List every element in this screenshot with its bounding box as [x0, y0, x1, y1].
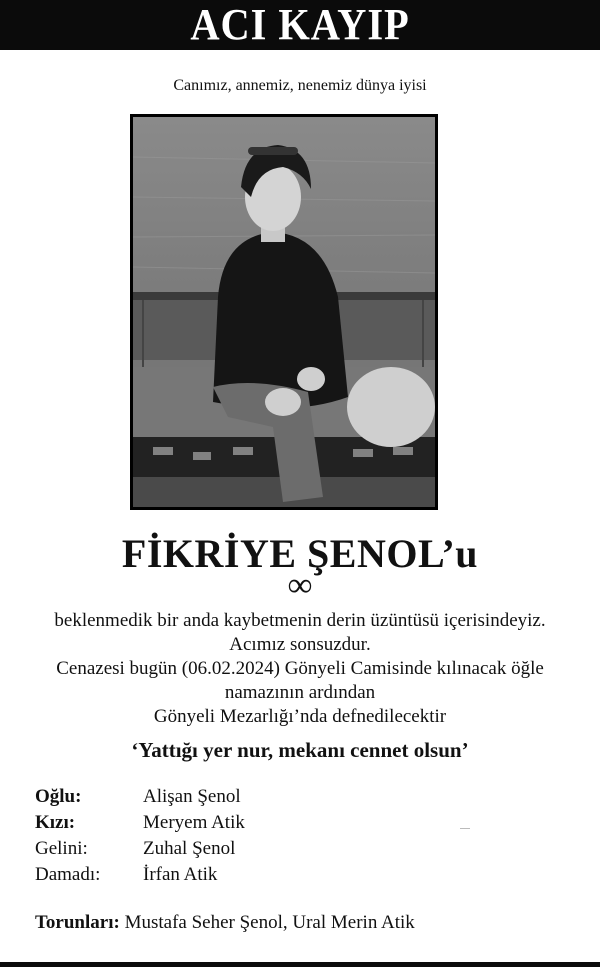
family-list: [35, 784, 575, 888]
family-name: Zuhal Şenol: [143, 838, 236, 859]
family-row: [35, 862, 575, 888]
family-name: Alişan Şenol: [143, 786, 241, 807]
family-name: İrfan Atik: [143, 864, 218, 885]
message-line: Acımız sonsuzdur.: [229, 634, 371, 655]
infinity-icon: ∞: [287, 567, 313, 604]
family-role: Damadı:: [35, 864, 101, 885]
family-row: [35, 836, 575, 862]
prayer-text: ‘Yattığı yer nur, mekanı cennet olsun’: [131, 738, 469, 762]
family-role: Oğlu:: [35, 786, 82, 807]
family-role: Kızı:: [35, 812, 76, 833]
footer-rule: [0, 962, 600, 967]
grandchildren-label: Torunları:: [35, 912, 120, 933]
portrait-photo-icon: [133, 117, 435, 507]
message-line: Cenazesi bugün (06.02.2024) Gönyeli Camisinde kılınacak öğle: [56, 658, 544, 679]
family-name: Meryem Atik: [143, 812, 245, 833]
message-line: beklenmedik bir anda kaybetmenin derin üzüntüsü içerisindeyiz.: [54, 610, 546, 631]
family-row: [35, 810, 575, 836]
grandchildren-names: Mustafa Seher Şenol, Ural Merin Atik: [124, 912, 415, 933]
intro-text: Canımız, annemiz, nenemiz dünya iyisi: [173, 77, 427, 94]
message-block: [0, 609, 600, 729]
divider: [460, 828, 470, 829]
deceased-name: FİKRİYE ŞENOL’u: [121, 531, 479, 576]
family-row: [35, 784, 575, 810]
portrait-photo: [130, 114, 438, 510]
grandchildren: [35, 912, 595, 934]
family-role: Gelini:: [35, 838, 88, 859]
header-bar: [0, 0, 600, 50]
message-line: namazının ardından: [224, 682, 376, 703]
page-title: ACI KAYIP: [190, 0, 410, 49]
message-line: Gönyeli Mezarlığı’nda defnedilecektir: [153, 706, 447, 727]
